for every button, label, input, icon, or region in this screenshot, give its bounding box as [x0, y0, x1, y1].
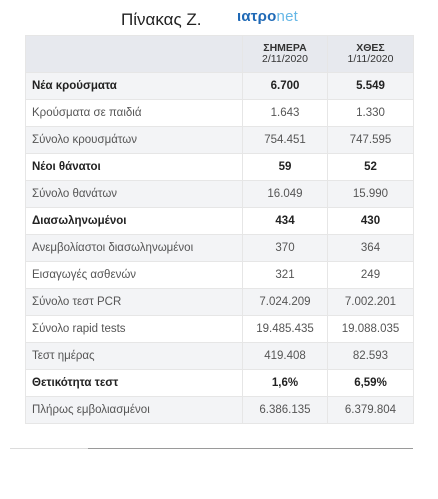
row-value-yesterday: 52: [328, 154, 414, 181]
table-row: [26, 235, 414, 262]
row-value-today: 6.386.135: [243, 397, 328, 424]
table-body: [26, 73, 414, 424]
table-row: [26, 397, 414, 424]
header-today-label: ΣΗΜΕΡΑ: [263, 42, 307, 54]
header-yesterday-date: 1/11/2020: [347, 53, 394, 65]
table-row: [26, 262, 414, 289]
row-label: Τεστ ημέρας: [26, 343, 243, 370]
row-value-yesterday: 747.595: [328, 127, 414, 154]
table-row: [26, 370, 414, 397]
row-value-today: 754.451: [243, 127, 328, 154]
row-label: Σύνολο rapid tests: [26, 316, 243, 343]
row-label: Κρούσματα σε παιδιά: [26, 100, 243, 127]
header-empty-cell: [26, 36, 243, 73]
table-caption: Πίνακας Ζ.: [121, 10, 202, 29]
table-header-row: [26, 36, 414, 73]
table-row: [26, 154, 414, 181]
bottom-divider-light: [10, 448, 88, 449]
row-value-yesterday: 6.379.804: [328, 397, 414, 424]
header-yesterday-label: ΧΘΕΣ: [356, 42, 385, 54]
table-row: [26, 289, 414, 316]
row-value-yesterday: 364: [328, 235, 414, 262]
header-yesterday: [328, 36, 414, 73]
row-label: Νέα κρούσματα: [26, 73, 243, 100]
row-label: Σύνολο κρουσμάτων: [26, 127, 243, 154]
covid-stats-table: [25, 35, 414, 424]
row-label: Διασωληνωμένοι: [26, 208, 243, 235]
row-value-today: 19.485.435: [243, 316, 328, 343]
table-row: [26, 316, 414, 343]
row-label: Νέοι θάνατοι: [26, 154, 243, 181]
header-today: [243, 36, 328, 73]
header-today-date: 2/11/2020: [262, 53, 308, 65]
row-label: Εισαγωγές ασθενών: [26, 262, 243, 289]
table-row: [26, 208, 414, 235]
row-label: Ανεμβολίαστοι διασωληνωμένοι: [26, 235, 243, 262]
row-value-yesterday: 5.549: [328, 73, 414, 100]
row-label: Πλήρως εμβολιασμένοι: [26, 397, 243, 424]
header: [0, 6, 438, 32]
row-value-today: 6.700: [243, 73, 328, 100]
row-value-today: 7.024.209: [243, 289, 328, 316]
row-label: Θετικότητα τεστ: [26, 370, 243, 397]
row-value-yesterday: 430: [328, 208, 414, 235]
row-value-yesterday: 15.990: [328, 181, 414, 208]
row-value-today: 16.049: [243, 181, 328, 208]
logo-part-1: ιατρο: [237, 8, 277, 25]
bottom-divider: [88, 448, 413, 449]
row-value-today: 59: [243, 154, 328, 181]
row-value-yesterday: 1.330: [328, 100, 414, 127]
stats-table-container: [25, 35, 413, 424]
row-value-today: 1,6%: [243, 370, 328, 397]
row-value-today: 434: [243, 208, 328, 235]
table-row: [26, 127, 414, 154]
logo-part-2: net: [276, 8, 298, 25]
row-value-yesterday: 7.002.201: [328, 289, 414, 316]
row-value-yesterday: 6,59%: [328, 370, 414, 397]
row-value-today: 419.408: [243, 343, 328, 370]
table-row: [26, 73, 414, 100]
row-label: Σύνολο τεστ PCR: [26, 289, 243, 316]
row-value-yesterday: 19.088.035: [328, 316, 414, 343]
row-value-today: 1.643: [243, 100, 328, 127]
row-value-yesterday: 249: [328, 262, 414, 289]
table-row: [26, 100, 414, 127]
table-row: [26, 343, 414, 370]
row-value-yesterday: 82.593: [328, 343, 414, 370]
table-row: [26, 181, 414, 208]
row-label: Σύνολο θανάτων: [26, 181, 243, 208]
row-value-today: 370: [243, 235, 328, 262]
row-value-today: 321: [243, 262, 328, 289]
iatronet-logo: [237, 8, 298, 25]
